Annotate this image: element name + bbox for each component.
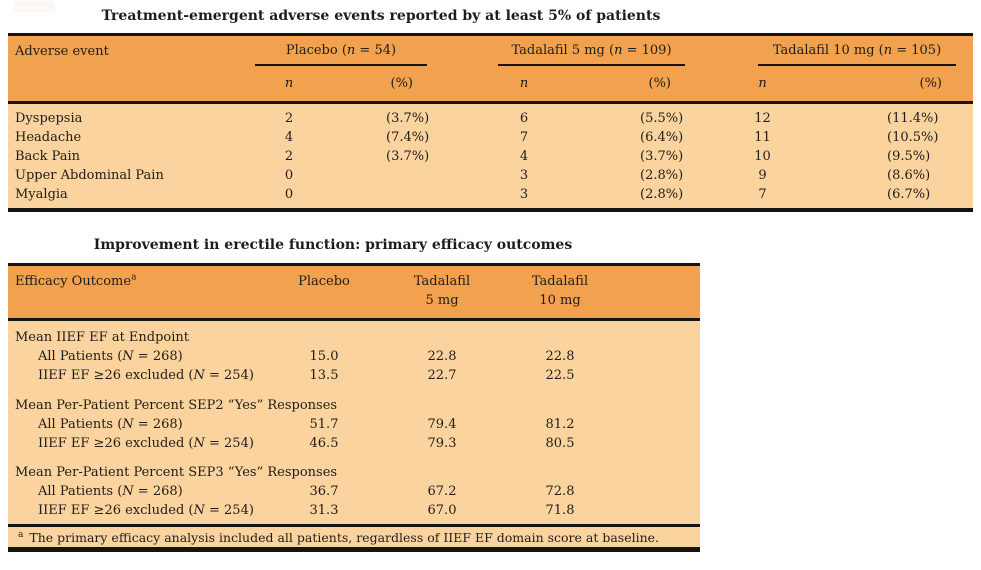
section-heading: Mean IIEF EF at Endpoint	[15, 330, 190, 345]
cell-n: 2	[284, 111, 294, 126]
adverse-events-table-title: Treatment-emergent adverse events reported by at least 5% of patients	[101, 8, 661, 24]
spacer	[956, 185, 973, 204]
cell-pct: (8.6%)	[887, 168, 931, 183]
cell-value: 81.2	[545, 416, 575, 432]
adverse-event-name: Headache	[15, 130, 82, 145]
cell-value: 13.5	[309, 368, 339, 383]
table-row	[8, 434, 700, 453]
spacer	[685, 128, 742, 147]
spacer	[685, 147, 742, 166]
cell-pct: (5.5%)	[640, 111, 684, 126]
adverse-event-name: Myalgia	[15, 187, 68, 202]
cell-n: 7	[758, 187, 767, 202]
footnote-marker: a	[131, 272, 137, 283]
cell-pct: (2.8%)	[640, 168, 684, 183]
cell-value: 22.8	[545, 349, 575, 364]
cell-value: 51.7	[309, 416, 339, 432]
adverse-events-table-header	[8, 36, 973, 104]
cell-n: 3	[519, 187, 529, 202]
spacer	[685, 166, 742, 185]
table-row	[8, 147, 973, 166]
spacer	[427, 66, 498, 101]
row-label: IIEF EF ≥26 excluded (N = 254)	[38, 503, 254, 518]
cell-n: 6	[519, 111, 529, 126]
cell-value: 31.3	[309, 503, 339, 518]
cell-n: 4	[519, 149, 529, 164]
subheader-n-tadalafil-10mg: n	[758, 76, 767, 91]
table-footnote	[8, 524, 700, 547]
spacer	[616, 366, 700, 385]
cell-value: 22.7	[427, 368, 457, 383]
efficacy-table-body	[8, 321, 700, 524]
spacer	[8, 66, 255, 101]
cell-n: 3	[519, 168, 529, 183]
spacer	[427, 147, 498, 166]
group-header-placebo	[255, 36, 427, 66]
adverse-event-name: Back Pain	[15, 149, 81, 164]
spacer	[616, 434, 700, 453]
cell-n: 2	[284, 149, 294, 164]
subheader-n-placebo: n	[284, 76, 294, 91]
row-label: All Patients (N = 268)	[38, 484, 183, 499]
spacer	[616, 291, 700, 310]
table-row	[8, 347, 700, 366]
cell-value: 67.0	[427, 503, 457, 518]
table-row	[8, 415, 700, 434]
cell-pct: (3.7%)	[640, 149, 684, 164]
cell-pct: (3.7%)	[386, 111, 430, 126]
cell-value: 15.0	[309, 349, 339, 364]
spacer	[685, 66, 742, 101]
table-row	[8, 482, 700, 501]
cell-value: 71.8	[545, 503, 575, 518]
table-row	[8, 185, 973, 204]
table-row	[8, 366, 700, 385]
col-header-tadalafil-5mg-dose: 5 mg	[425, 293, 459, 308]
spacer	[616, 347, 700, 366]
spacer	[956, 166, 973, 185]
group-header-tadalafil-10mg	[758, 36, 956, 66]
cell-pct	[323, 185, 427, 204]
table-row	[8, 128, 973, 147]
efficacy-table-title: Improvement in erectile function: primary efficacy outcomes	[93, 237, 573, 253]
cell-pct: (6.4%)	[640, 130, 684, 145]
cell-value: 80.5	[545, 435, 575, 451]
adverse-events-table	[8, 33, 973, 212]
group-label: Tadalafil 10 mg (n = 105)	[772, 42, 942, 58]
cell-value: 79.4	[427, 416, 457, 432]
efficacy-outcomes-table	[8, 263, 700, 552]
row-label: IIEF EF ≥26 excluded (N = 254)	[38, 435, 254, 451]
section-heading: Mean Per-Patient Percent SEP2 “Yes” Responses	[15, 397, 338, 413]
cell-value: 67.2	[427, 484, 457, 499]
cell-pct: (2.8%)	[640, 187, 684, 202]
spacer	[956, 66, 973, 101]
spacer	[616, 501, 700, 520]
col-header-efficacy-outcome: Efficacy Outcome$^a$	[15, 272, 137, 289]
spacer	[427, 166, 498, 185]
cell-value: 46.5	[309, 435, 339, 451]
adverse-events-table-body	[8, 104, 973, 208]
cell-n: 11	[754, 130, 771, 145]
subheader-pct-tadalafil-5mg: (%)	[648, 76, 671, 91]
cell-n: 12	[754, 111, 771, 126]
spacer	[685, 185, 742, 204]
row-label: All Patients (N = 268)	[38, 349, 183, 364]
subheader-pct-tadalafil-10mg: (%)	[919, 76, 942, 91]
section-gap	[8, 453, 700, 464]
cell-value: 22.8	[427, 349, 457, 364]
spacer	[8, 291, 268, 310]
spacer	[956, 109, 973, 128]
col-header-adverse-event: Adverse event	[15, 43, 109, 59]
row-label: All Patients (N = 268)	[38, 416, 183, 432]
footnote-text: The primary efficacy analysis included all patients, regardless of IIEF EF domain score at baseline.	[29, 530, 660, 545]
cell-n: 0	[284, 168, 294, 183]
table-row	[8, 109, 973, 128]
adverse-event-name: Dyspepsia	[15, 111, 83, 126]
col-header-tadalafil-10mg-dose: 10 mg	[539, 293, 581, 308]
spacer	[956, 36, 973, 66]
efficacy-table-header	[8, 266, 700, 321]
spacer	[616, 482, 700, 501]
cell-pct: (3.7%)	[386, 149, 430, 164]
cell-n: 9	[758, 168, 767, 183]
table-row	[8, 166, 973, 185]
spacer	[427, 36, 498, 66]
group-label: Placebo (n = 54)	[285, 42, 397, 58]
cell-value: 79.3	[427, 435, 457, 451]
table-row	[8, 501, 700, 520]
cell-pct	[323, 166, 427, 185]
footnote-marker: a	[18, 529, 24, 540]
group-header-tadalafil-5mg	[498, 36, 685, 66]
section-heading: Mean Per-Patient Percent SEP3 “Yes” Responses	[15, 465, 338, 480]
cell-pct: (10.5%)	[887, 130, 939, 145]
spacer	[956, 128, 973, 147]
row-label: IIEF EF ≥26 excluded (N = 254)	[38, 368, 254, 383]
col-header-placebo: Placebo	[298, 274, 350, 289]
spacer	[685, 109, 742, 128]
spacer	[268, 291, 380, 310]
cell-pct: (11.4%)	[887, 111, 939, 126]
adverse-event-name: Upper Abdominal Pain	[15, 168, 164, 183]
subheader-pct-placebo: (%)	[390, 76, 413, 91]
cell-n: 4	[284, 130, 294, 145]
group-label: Tadalafil 5 mg (n = 109)	[511, 42, 672, 58]
section-gap	[8, 385, 700, 396]
cell-pct: (7.4%)	[386, 130, 430, 145]
col-header-tadalafil-5mg: Tadalafil	[413, 274, 471, 289]
cell-value: 36.7	[309, 484, 339, 499]
spacer	[427, 128, 498, 147]
spacer	[427, 109, 498, 128]
cell-value: 22.5	[545, 368, 575, 383]
col-header-tadalafil-10mg: Tadalafil	[531, 274, 589, 289]
spacer	[616, 272, 700, 291]
cell-n: 7	[519, 130, 529, 145]
spacer	[616, 415, 700, 434]
cell-n: 10	[754, 149, 771, 164]
subheader-n-tadalafil-5mg: n	[519, 76, 529, 91]
cell-pct: (9.5%)	[887, 149, 931, 164]
cell-value: 72.8	[545, 484, 575, 499]
spacer	[956, 147, 973, 166]
cell-pct: (6.7%)	[887, 187, 931, 202]
spacer	[685, 36, 758, 66]
spacer	[427, 185, 498, 204]
cell-n: 0	[284, 187, 294, 202]
